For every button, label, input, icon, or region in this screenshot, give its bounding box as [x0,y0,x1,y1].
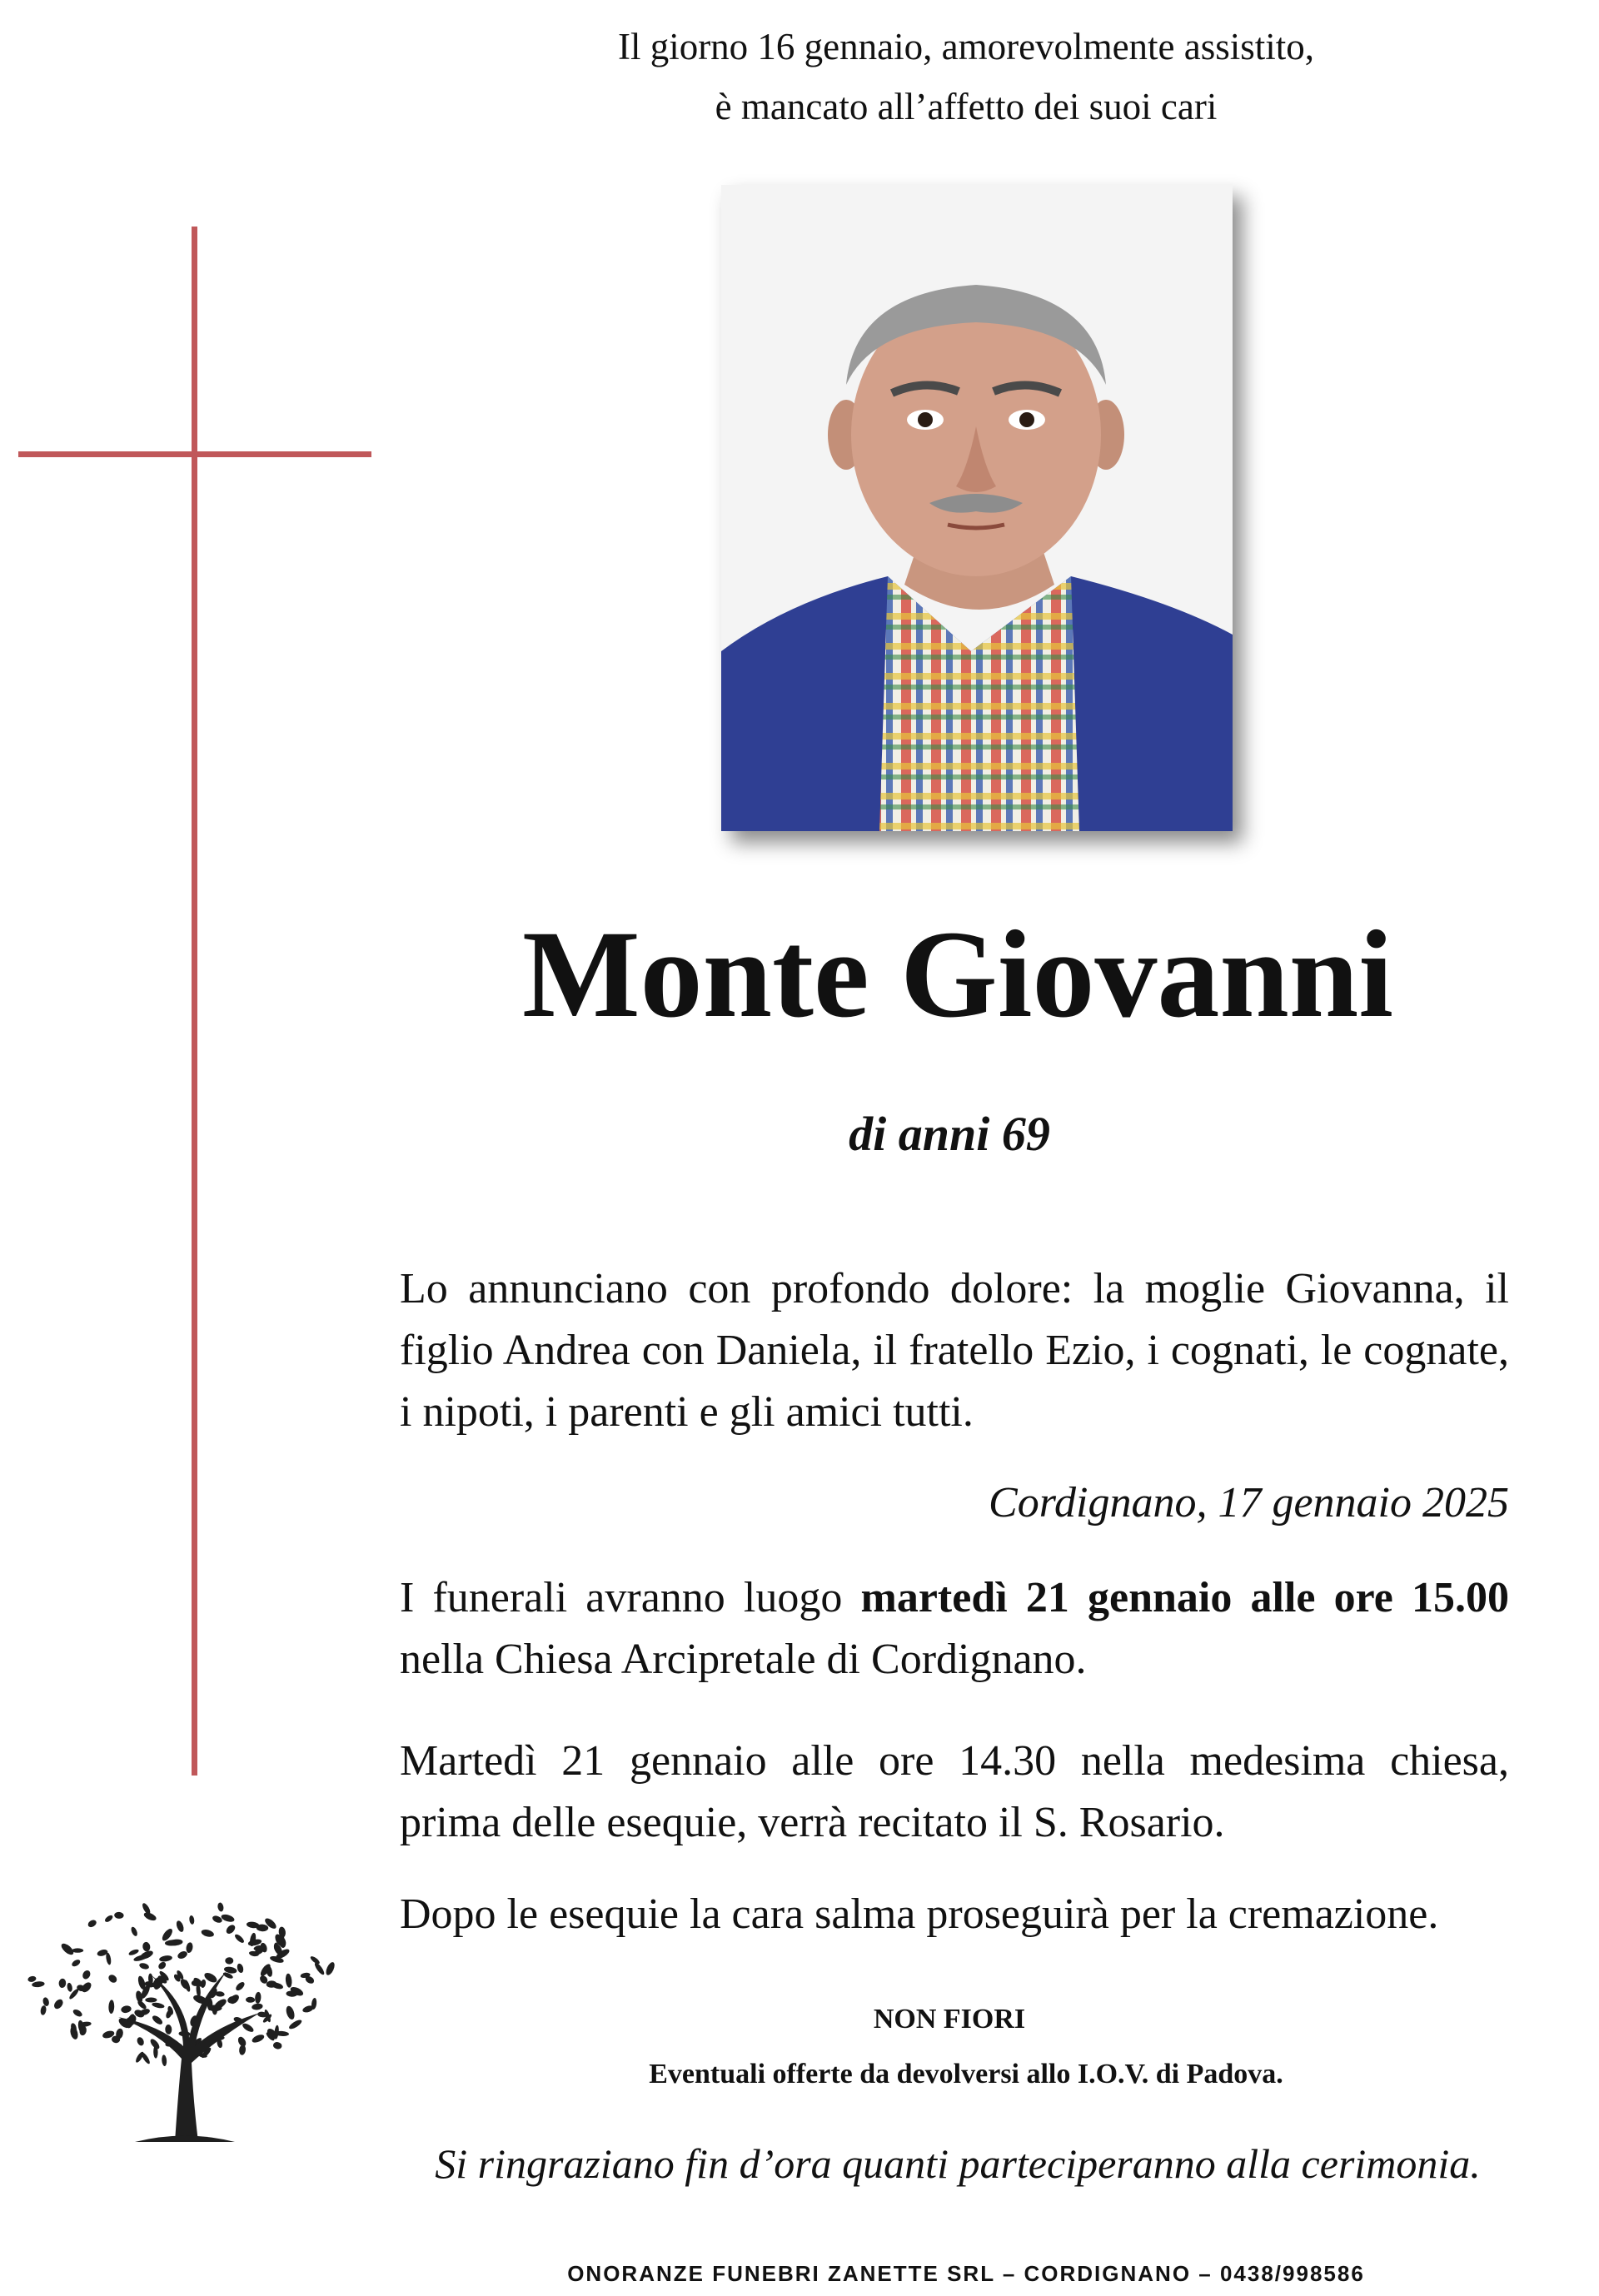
tree-leaf [136,2036,145,2047]
tree-leaf [237,1963,245,1974]
tree-leaf [151,2014,164,2025]
tree-leaf [255,1992,262,2005]
thanks-message: Si ringraziano fin d’ora quanti parteciperanno alla cerimonia. [435,2140,1481,2187]
tree-leaf [114,1912,124,1920]
intro-line-2: è mancato all’affetto dei suoi cari [715,86,1218,127]
tree-leaf [233,1933,245,1945]
tree-leaf [225,1923,237,1935]
funeral-datetime: martedì 21 gennaio alle ore 15.00 [860,1574,1509,1621]
tree-leaf [186,1942,194,1954]
tree-leaf [87,1919,97,1929]
tree-leaf [313,1961,326,1976]
offers-notice: Eventuali offerte da devolversi allo I.O.V. di Padova. [649,2059,1283,2089]
tree-leaf [128,1948,140,1956]
funeral-home-footer: ONORANZE FUNEBRI ZANETTE SRL – CORDIGNANO – 0438/998586 [567,2261,1365,2286]
tree-leaf [81,1969,92,1980]
tree-leaf [108,2000,114,2014]
tree-leaf [121,2005,132,2014]
cross-horizontal-bar [18,451,371,457]
place-date: Cordignano, 17 gennaio 2025 [989,1479,1509,1527]
tree-icon [18,1892,351,2142]
tree-leaf [32,1981,45,1988]
tree-leaf [157,1960,167,1970]
tree-leaf [52,1998,65,2010]
tree-leaf [234,1980,246,1992]
portrait-photo [721,185,1233,831]
tree-leaf [71,1958,82,1967]
tree-leaf [104,1914,114,1923]
deceased-name: Monte Giovanni [522,905,1393,1043]
tree-illustration [18,1892,351,2142]
tree-leaf [272,2041,282,2049]
tree-leaf [285,2005,296,2021]
intro-line-1: Il giorno 16 gennaio, amorevolmente assistito, [617,26,1315,67]
tree-leaf [242,2022,256,2034]
tree-leaf [288,2018,303,2030]
tree-leaf [27,1975,37,1983]
tree-leaf [208,2005,222,2012]
tree-leaf [159,1955,173,1962]
cross-vertical-bar [192,227,197,1776]
funeral-intro: I funerali avranno luogo [400,1574,861,1621]
tree-leaf [40,2005,47,2015]
tree-leaf [251,2033,265,2044]
tree-leaf [252,2003,263,2010]
funeral-paragraph [400,1567,1509,1691]
tree-leaf [67,1982,73,1992]
tree-leaf [239,2044,247,2055]
tree-leaf [246,1997,255,2003]
tree-leaf [324,1961,336,1977]
rosary-paragraph: Martedì 21 gennaio alle ore 14.30 nella medesima chiesa, prima delle esequie, verrà recitato il S. Rosario. [400,1737,1509,1846]
tree-leaf [165,2025,172,2035]
tree-leaf [58,1978,67,1988]
tree-leaf [107,1973,118,1984]
tree-leaf [72,1948,83,1952]
tree-leaf [130,1926,138,1937]
cremation-paragraph: Dopo le esequie la cara salma proseguirà per la cremazione. [400,1890,1439,1938]
tree-leaf [69,2026,79,2040]
tree-leaf [142,1941,151,1952]
tree-leaf [42,1997,50,2007]
tree-leaf [175,1920,185,1933]
tree-leaf [177,1950,188,1960]
tree-leaf [162,2054,167,2066]
tree-leaf [140,2051,151,2064]
tree-leaf [145,1998,157,2003]
tree-leaf [72,2008,83,2018]
tree-leaf [189,1915,195,1925]
portrait-illustration [721,185,1233,831]
announcement-paragraph: Lo annunciano con profondo dolore: la moglie Giovanna, il figlio Andrea con Daniela, il fratello Ezio, i cognati, le cognate, i nipoti, i parenti e gli amici tutti. [400,1265,1509,1436]
tree-leaf [201,1929,215,1939]
tree-leaf [217,1902,225,1912]
tree-leaf [285,1973,292,1988]
tree-leaf [152,2002,165,2010]
tree-leaf [221,1913,236,1923]
non-fiori-notice: NON FIORI [873,2004,1026,2035]
funeral-location: nella Chiesa Arcipretale di Cordignano. [400,1636,1087,1683]
deceased-age: di anni 69 [849,1107,1050,1161]
tree-leaf [138,1962,149,1970]
intro-text [466,17,1466,137]
tree-leaf [225,1957,233,1965]
